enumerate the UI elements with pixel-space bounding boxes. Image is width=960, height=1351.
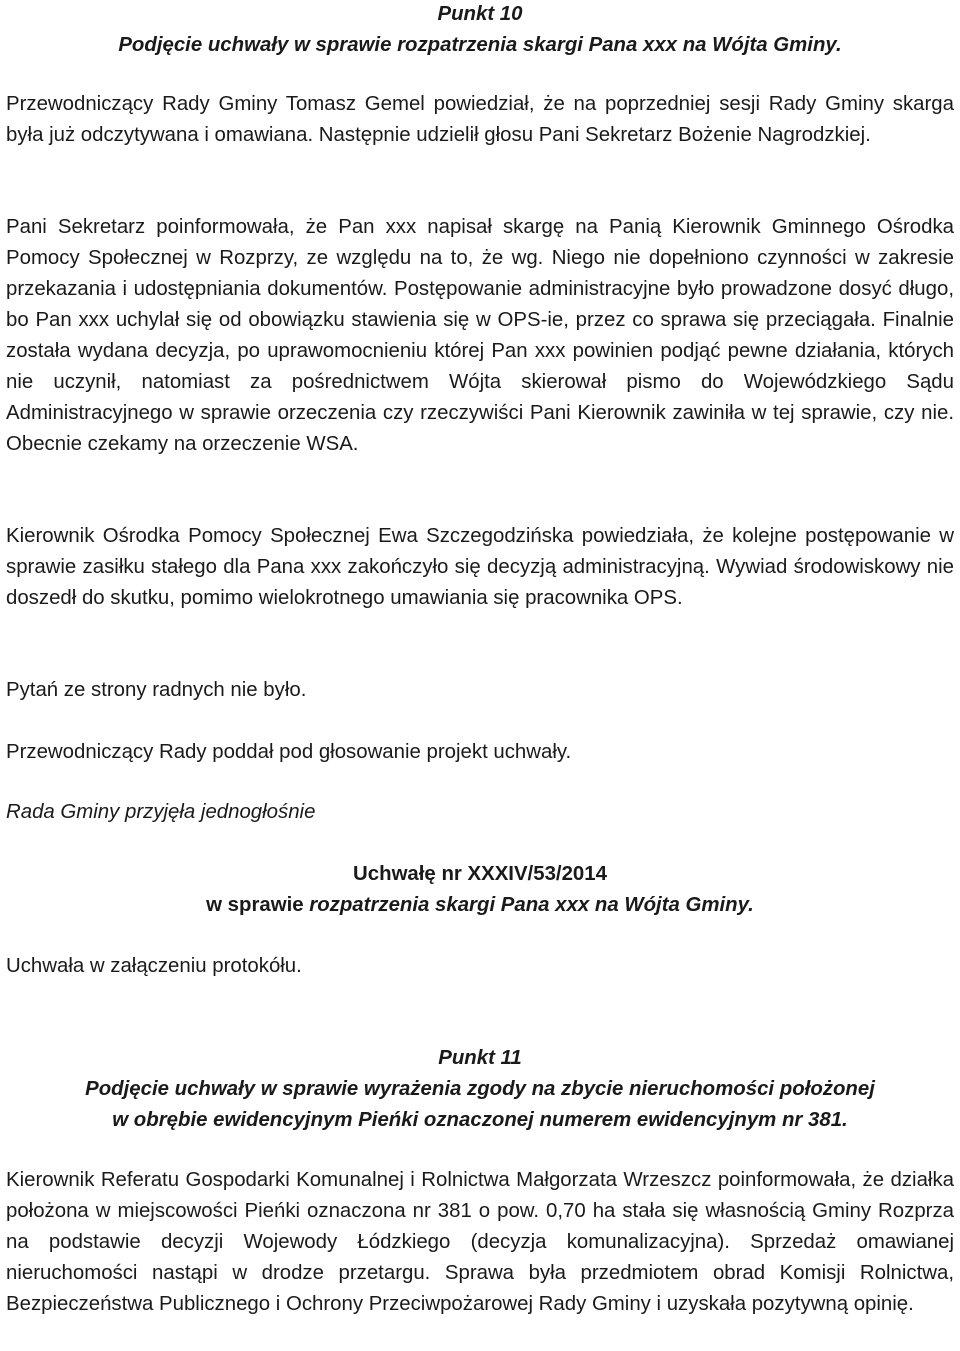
- section-10-paragraph-4: Pytań ze strony radnych nie było.: [6, 679, 307, 701]
- section-11-heading: [6, 1043, 954, 1136]
- section-10-title: Punkt 10: [437, 3, 523, 25]
- section-11-subtitle-line-1: Podjęcie uchwały w sprawie wyrażenia zgody na zbycie nieruchomości położonej: [85, 1078, 875, 1100]
- resolution-prefix: w sprawie: [206, 894, 310, 916]
- section-10-paragraph-3: Kierownik Ośrodka Pomocy Społecznej Ewa Szczegodzińska powiedziała, że kolejne postępowanie w sprawie zasiłku stałego dla Pana xxx zakończyło się decyzją administracyjną. Wywiad środowiskowy nie doszedł do skutku, pomimo wielokrotnego umawiania się pracownika OPS.: [6, 525, 954, 609]
- resolution-number: Uchwałę nr XXXIV/53/2014: [353, 863, 607, 885]
- section-11-title: Punkt 11: [438, 1047, 522, 1069]
- vote-result: Rada Gminy przyjęła jednogłośnie: [6, 801, 316, 823]
- resolution-subject: rozpatrzenia skargi Pana xxx na Wójta Gminy.: [309, 894, 754, 916]
- section-10-heading: [6, 0, 954, 61]
- section-11-paragraph-1: Kierownik Referatu Gospodarki Komunalnej i Rolnictwa Małgorzata Wrzeszcz poinformowała, że działka położona w miejscowości Pieńki oznaczona nr 381 o pow. 0,70 ha stała się własnością Gminy Rozprza na podstawie decyzji Wojewody Łódzkiego (decyzja komunalizacyjna). Sprzedaż omawianej nieruchomości nastąpi w drodze przetargu. Sprawa była przedmiotem obrad Komisji Rolnictwa, Bezpieczeństwa Publicznego i Ochrony Przeciwpożarowej Rady Gminy i uzyskała pozytywną opinię.: [6, 1169, 954, 1315]
- section-10-subtitle: Podjęcie uchwały w sprawie rozpatrzenia skargi Pana xxx na Wójta Gminy.: [118, 34, 842, 56]
- resolution-block: [6, 859, 954, 921]
- section-10-paragraph-2: Pani Sekretarz poinformowała, że Pan xxx napisał skargę na Panią Kierownik Gminnego Ośrodka Pomocy Społecznej w Rozprzy, ze względu na to, że wg. Niego nie dopełniono czynności w zakresie przekazania i udostępniania dokumentów. Postępowanie administracyjne było prowadzone dosyć długo, bo Pan xxx uchylał się od obowiązku stawienia się w OPS-ie, przez co sprawa się przeciągała. Finalnie została wydana decyzja, po uprawomocnieniu której Pan xxx powinien podjąć pewne działania, których nie uczynił, natomiast za pośrednictwem Wójta skierował pismo do Wojewódzkiego Sądu Administracyjnego w sprawie orzeczenia czy rzeczywiści Pani Kierownik zawiniła w tej sprawie, czy nie. Obecnie czekamy na orzeczenie WSA.: [6, 216, 954, 455]
- section-11-subtitle-line-2: w obrębie ewidencyjnym Pieńki oznaczonej numerem ewidencyjnym nr 381.: [112, 1109, 848, 1131]
- resolution-subject-line: [6, 890, 954, 921]
- section-10-paragraph-5: Przewodniczący Rady poddał pod głosowanie projekt uchwały.: [6, 741, 572, 763]
- attachment-note: Uchwała w załączeniu protokółu.: [6, 955, 302, 977]
- section-10-paragraph-1: Przewodniczący Rady Gminy Tomasz Gemel powiedział, że na poprzedniej sesji Rady Gminy skarga była już odczytywana i omawiana. Następnie udzielił głosu Pani Sekretarz Bożenie Nagrodzkiej.: [6, 93, 954, 146]
